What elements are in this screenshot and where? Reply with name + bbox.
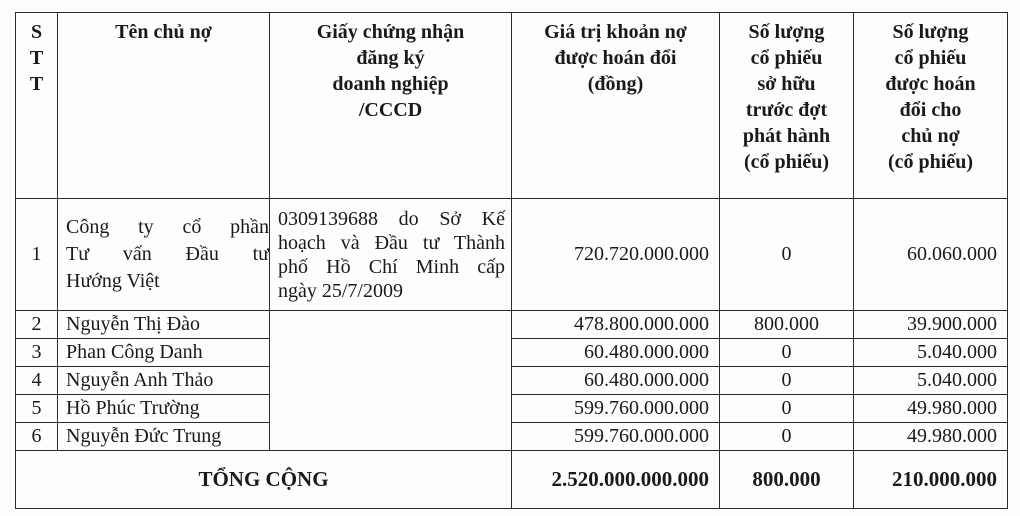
creditor-name: Phan Công Danh [58, 339, 270, 367]
total-shares-swapped: 210.000.000 [854, 451, 1008, 509]
shares-swapped: 49.980.000 [854, 395, 1008, 423]
total-shares-before: 800.000 [720, 451, 854, 509]
header-creditor: Tên chủ nợ [58, 13, 270, 199]
table-row [16, 395, 1008, 423]
creditor-name: Nguyễn Anh Thảo [58, 367, 270, 395]
total-row [16, 451, 1008, 509]
row-stt: 6 [16, 423, 58, 451]
debt-value: 478.800.000.000 [512, 311, 720, 339]
table-row [16, 199, 1008, 311]
table-row [16, 311, 1008, 339]
shares-before: 0 [720, 423, 854, 451]
debt-value: 599.760.000.000 [512, 395, 720, 423]
table-row [16, 367, 1008, 395]
header-shares-swapped: Số lượng cổ phiếu được hoán đổi cho chủ nợ (cổ phiếu) [854, 13, 1008, 199]
shares-before: 0 [720, 367, 854, 395]
row-stt: 1 [16, 199, 58, 311]
debt-value: 720.720.000.000 [512, 199, 720, 311]
row-stt: 5 [16, 395, 58, 423]
certificate-info: 0309139688 do Sở Kế hoạch và Đầu tư Thành phố Hồ Chí Minh cấp ngày 25/7/2009 [270, 199, 512, 311]
debt-value: 599.760.000.000 [512, 423, 720, 451]
shares-before: 0 [720, 199, 854, 311]
shares-before: 800.000 [720, 311, 854, 339]
certificate-blank [270, 311, 512, 451]
total-debt-value: 2.520.000.000.000 [512, 451, 720, 509]
header-stt: S T T [16, 13, 58, 199]
creditor-name: Hồ Phúc Trường [58, 395, 270, 423]
total-label: TỔNG CỘNG [16, 451, 512, 509]
row-stt: 2 [16, 311, 58, 339]
table-row [16, 423, 1008, 451]
header-shares-before: Số lượng cổ phiếu sở hữu trước đợt phát hành (cổ phiếu) [720, 13, 854, 199]
shares-before: 0 [720, 339, 854, 367]
table-row [16, 339, 1008, 367]
shares-swapped: 60.060.000 [854, 199, 1008, 311]
table-header-row [16, 13, 1008, 199]
creditor-name: Nguyễn Thị Đào [58, 311, 270, 339]
row-stt: 3 [16, 339, 58, 367]
header-certificate: Giấy chứng nhận đăng ký doanh nghiệp /CCCD [270, 13, 512, 199]
creditor-name: Nguyễn Đức Trung [58, 423, 270, 451]
debt-value: 60.480.000.000 [512, 339, 720, 367]
shares-swapped: 49.980.000 [854, 423, 1008, 451]
shares-before: 0 [720, 395, 854, 423]
debt-swap-table [15, 12, 1008, 509]
shares-swapped: 39.900.000 [854, 311, 1008, 339]
debt-value: 60.480.000.000 [512, 367, 720, 395]
creditor-name: Công ty cổ phần Tư vấn Đầu tư Hướng Việt [58, 199, 270, 311]
shares-swapped: 5.040.000 [854, 339, 1008, 367]
header-debt-value: Giá trị khoản nợ được hoán đổi (đồng) [512, 13, 720, 199]
shares-swapped: 5.040.000 [854, 367, 1008, 395]
row-stt: 4 [16, 367, 58, 395]
